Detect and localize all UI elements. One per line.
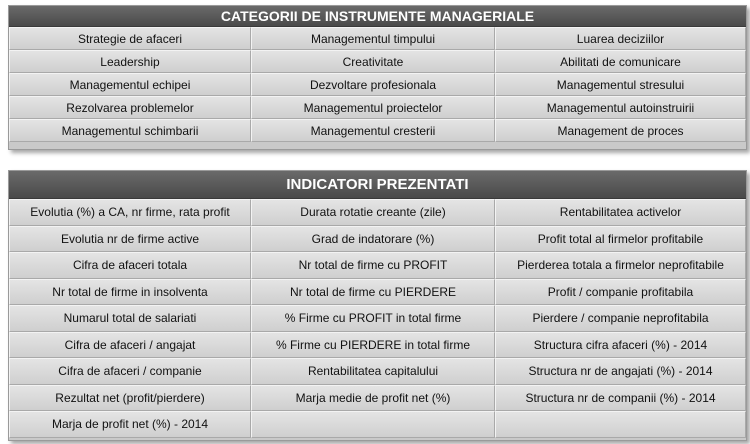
categorii-cell: Luarea deciziilor: [495, 27, 746, 50]
categorii-cell: Rezolvarea problemelor: [9, 96, 251, 119]
indicatori-cell: Nr total de firme cu PIERDERE: [251, 279, 495, 306]
indicatori-cell: Cifra de afaceri / companie: [9, 358, 251, 385]
indicatori-grid: [9, 199, 746, 438]
indicatori-cell: Rentabilitatea activelor: [495, 199, 746, 226]
indicatori-cell: Durata rotatie creante (zile): [251, 199, 495, 226]
indicatori-cell: Structura nr de angajati (%) - 2014: [495, 358, 746, 385]
categorii-cell: Strategie de afaceri: [9, 27, 251, 50]
categorii-cell: Creativitate: [251, 50, 495, 73]
categorii-cell: Managementul timpului: [251, 27, 495, 50]
indicatori-cell: Marja medie de profit net (%): [251, 385, 495, 412]
categorii-cell: Managementul cresterii: [251, 119, 495, 142]
indicatori-cell: Evolutia (%) a CA, nr firme, rata profit: [9, 199, 251, 226]
indicatori-cell: Evolutia nr de firme active: [9, 226, 251, 253]
indicatori-cell: Rentabilitatea capitalului: [251, 358, 495, 385]
indicatori-title: INDICATORI PREZENTATI: [9, 171, 746, 199]
indicatori-cell: Pierderea totala a firmelor neprofitabile: [495, 252, 746, 279]
indicatori-cell-empty: [251, 411, 495, 438]
indicatori-cell: Profit total al firmelor profitabile: [495, 226, 746, 253]
categorii-cell: Managementul stresului: [495, 73, 746, 96]
categorii-cell: Managementul proiectelor: [251, 96, 495, 119]
categorii-cell: Management de proces: [495, 119, 746, 142]
indicatori-cell: Nr total de firme in insolventa: [9, 279, 251, 306]
indicatori-cell: Rezultat net (profit/pierdere): [9, 385, 251, 412]
indicatori-cell: Nr total de firme cu PROFIT: [251, 252, 495, 279]
categorii-cell: Managementul schimbarii: [9, 119, 251, 142]
categorii-cell: Abilitati de comunicare: [495, 50, 746, 73]
categorii-cell: Managementul autoinstruirii: [495, 96, 746, 119]
categorii-grid: [9, 27, 746, 142]
categorii-cell: Dezvoltare profesionala: [251, 73, 495, 96]
indicatori-cell-empty: [495, 411, 746, 438]
categorii-panel: [8, 5, 747, 150]
indicatori-cell: Grad de indatorare (%): [251, 226, 495, 253]
indicatori-cell: Pierdere / companie neprofitabila: [495, 305, 746, 332]
categorii-cell: Managementul echipei: [9, 73, 251, 96]
indicatori-cell: Cifra de afaceri totala: [9, 252, 251, 279]
categorii-cell: Leadership: [9, 50, 251, 73]
categorii-title: CATEGORII DE INSTRUMENTE MANAGERIALE: [9, 6, 746, 27]
indicatori-cell: Structura nr de companii (%) - 2014: [495, 385, 746, 412]
indicatori-cell: Profit / companie profitabila: [495, 279, 746, 306]
indicatori-cell: % Firme cu PROFIT in total firme: [251, 305, 495, 332]
indicatori-cell: % Firme cu PIERDERE in total firme: [251, 332, 495, 359]
indicatori-cell: Structura cifra afaceri (%) - 2014: [495, 332, 746, 359]
indicatori-cell: Numarul total de salariati: [9, 305, 251, 332]
indicatori-cell: Marja de profit net (%) - 2014: [9, 411, 251, 438]
indicatori-cell: Cifra de afaceri / angajat: [9, 332, 251, 359]
indicatori-panel: [8, 170, 747, 441]
